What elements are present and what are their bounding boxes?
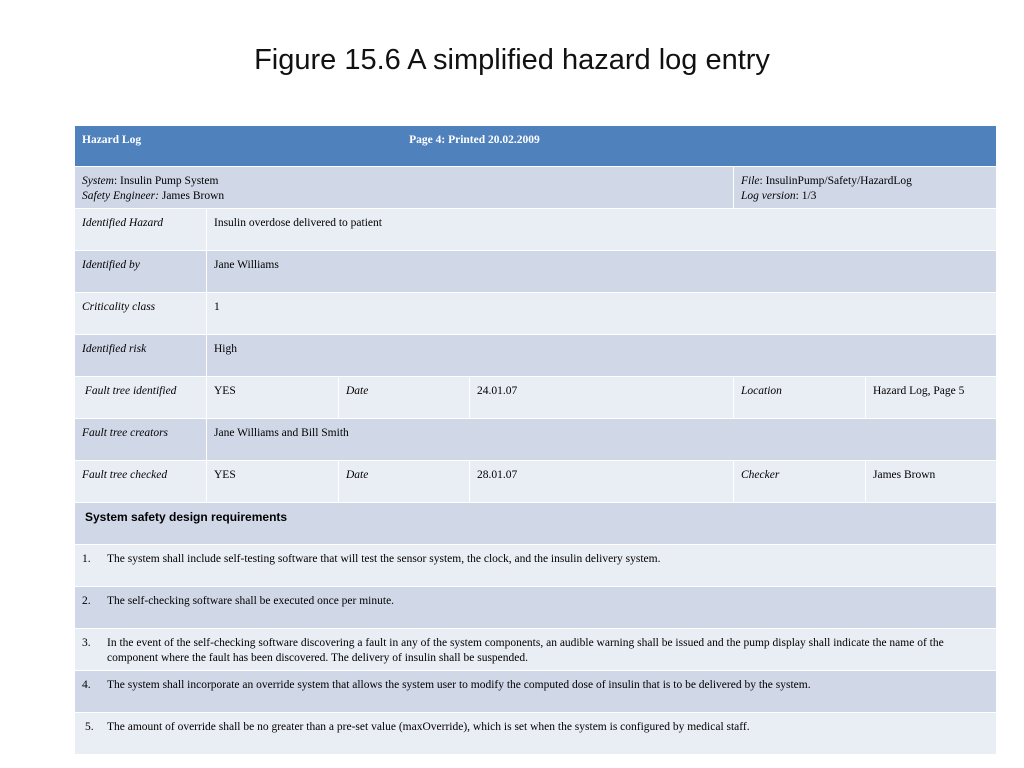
file-cell (734, 167, 997, 209)
printed-page-info: Page 4: Printed 20.02.2009 (409, 134, 540, 146)
identified-risk-label: Identified risk (75, 335, 207, 377)
fault-tree-checked-label: Fault tree checked (75, 461, 207, 503)
requirement-cell (75, 545, 997, 587)
identified-by-label: Identified by (75, 251, 207, 293)
requirement-item (82, 720, 989, 735)
identified-hazard-value: Insulin overdose delivered to patient (207, 209, 997, 251)
requirement-row (75, 545, 997, 587)
criticality-class-label: Criticality class (75, 293, 207, 335)
fault-tree-creators-value: Jane Williams and Bill Smith (207, 419, 997, 461)
slide-title: Figure 15.6 A simplified hazard log entry (254, 44, 770, 76)
safety-engineer-value: James Brown (158, 190, 225, 202)
fault-tree-creators-label: Fault tree creators (75, 419, 207, 461)
requirement-number: 5. (85, 721, 94, 733)
criticality-class-row (75, 293, 997, 335)
checked-date-value: 28.01.07 (470, 461, 734, 503)
requirement-item (82, 636, 989, 666)
safety-engineer-label: Safety Engineer: (82, 190, 159, 202)
requirement-text: The system shall incorporate an override system that allows the system user to modify the computed dose of insulin that is to be delivered by the system. (107, 679, 811, 691)
fault-tree-checked-row (75, 461, 997, 503)
system-cell (75, 167, 734, 209)
fault-tree-identified-value: YES (207, 377, 339, 419)
requirement-text: In the event of the self-checking software discovering a fault in any of the system components, an audible warning shall be issued and the pump display shall indicate the name of the component where the fault has been discovered. The delivery of insulin shall be suspended. (107, 637, 944, 664)
hazard-log-table (74, 125, 997, 755)
requirement-item (82, 552, 989, 567)
hazard-log-header-row (75, 126, 997, 167)
log-version-value: : 1/3 (795, 190, 817, 202)
identified-by-row (75, 251, 997, 293)
requirements-heading-row (75, 503, 997, 545)
system-label: System (82, 175, 114, 187)
fault-tree-date-value: 24.01.07 (470, 377, 734, 419)
requirement-text: The amount of override shall be no greater than a pre-set value (maxOverride), which is set when the system is configured by medical staff. (107, 721, 750, 733)
fault-tree-creators-row (75, 419, 997, 461)
requirement-number: 1. (82, 553, 91, 565)
identified-by-value: Jane Williams (207, 251, 997, 293)
requirement-cell (75, 671, 997, 713)
identified-hazard-row (75, 209, 997, 251)
requirement-row (75, 713, 997, 755)
system-info-row (75, 167, 997, 209)
requirements-heading: System safety design requirements (75, 503, 997, 545)
fault-tree-identified-label: Fault tree identified (75, 377, 207, 419)
hazard-log-title: Hazard Log (82, 134, 142, 146)
requirement-row (75, 587, 997, 629)
requirement-number: 4. (82, 679, 91, 691)
system-value: : Insulin Pump System (113, 175, 219, 187)
file-value: : InsulinPump/Safety/HazardLog (759, 175, 912, 187)
checked-date-label: Date (339, 461, 470, 503)
identified-risk-value: High (207, 335, 997, 377)
checker-value: James Brown (866, 461, 997, 503)
requirement-item (82, 594, 989, 609)
requirement-cell (75, 713, 997, 755)
requirement-cell (75, 629, 997, 671)
identified-hazard-label: Identified Hazard (75, 209, 207, 251)
criticality-class-value: 1 (207, 293, 997, 335)
fault-tree-checked-value: YES (207, 461, 339, 503)
requirement-number: 3. (82, 637, 91, 649)
location-label: Location (734, 377, 866, 419)
fault-tree-date-label: Date (339, 377, 470, 419)
requirement-text: The system shall include self-testing software that will test the sensor system, the clock, and the insulin delivery system. (107, 553, 661, 565)
fault-tree-identified-row (75, 377, 997, 419)
file-label: File (741, 175, 760, 187)
location-value: Hazard Log, Page 5 (866, 377, 997, 419)
identified-risk-row (75, 335, 997, 377)
requirement-number: 2. (82, 595, 91, 607)
requirement-row (75, 671, 997, 713)
requirement-cell (75, 587, 997, 629)
requirement-text: The self-checking software shall be executed once per minute. (107, 595, 395, 607)
requirement-item (82, 678, 989, 693)
checker-label: Checker (734, 461, 866, 503)
hazard-log-header (75, 126, 997, 167)
log-version-label: Log version (741, 190, 796, 202)
requirement-row (75, 629, 997, 671)
